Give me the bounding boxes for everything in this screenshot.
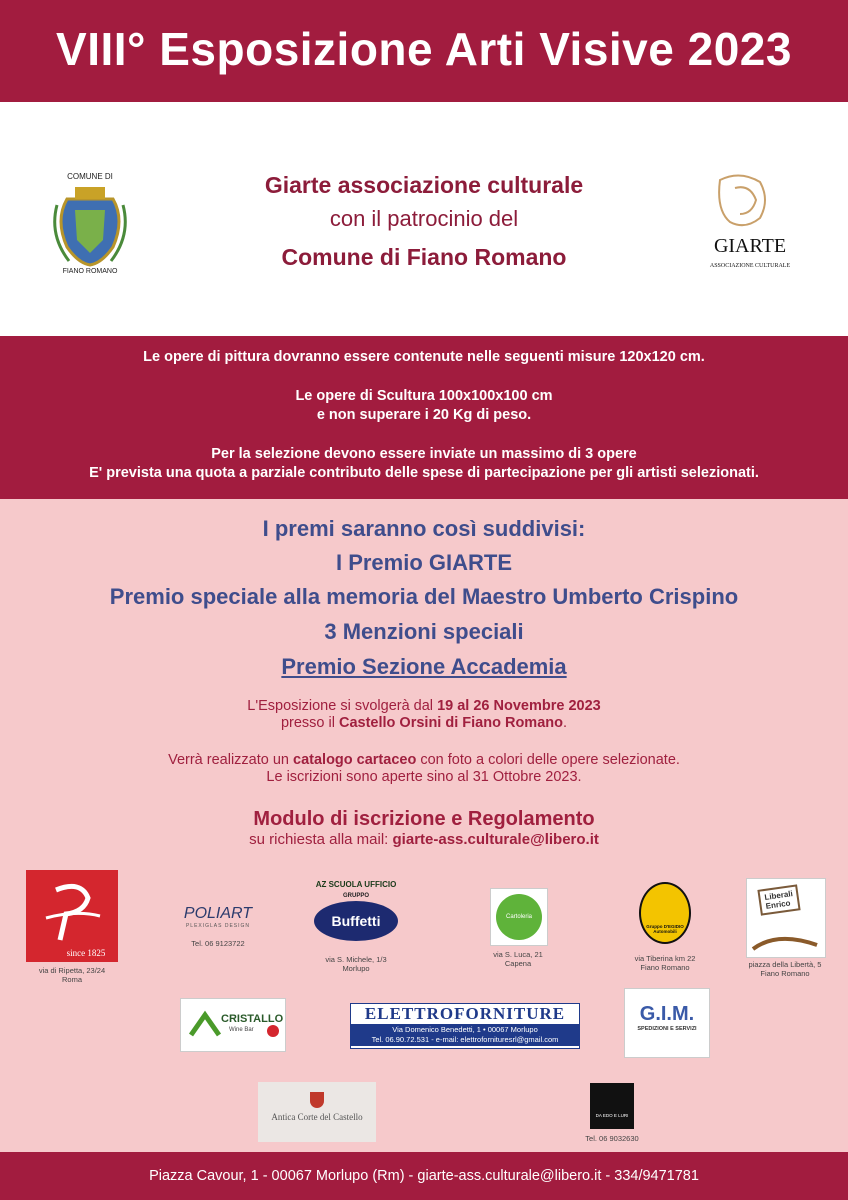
sponsor-degidio-logo: Gruppo D'EGIDIO Automobili — [636, 882, 694, 948]
sponsor-edo-luri-logo: DA EDO E LURI — [590, 1083, 634, 1129]
prize-mentions: 3 Menzioni speciali — [324, 619, 524, 644]
sponsor-since1825-logo — [26, 870, 118, 962]
rule-weight: e non superare i 20 Kg di peso. — [316, 407, 532, 423]
sponsor-buffetti-address: via S. Michele, 1/3 Morlupo — [325, 955, 387, 973]
svg-text:since 1825: since 1825 — [66, 948, 106, 958]
svg-text:ASSOCIAZIONE CULTURALE: ASSOCIAZIONE CULTURALE — [709, 263, 791, 269]
sponsor-liberali-address: piazza della Libertà, 5 Fiano Romano — [748, 960, 822, 978]
comune-crest-logo — [45, 165, 135, 275]
intro-line-3: Comune di Fiano Romano — [281, 244, 567, 270]
sponsor-edo-luri-tel: Tel. 06 9032630 — [585, 1134, 639, 1143]
rules-band — [0, 336, 848, 499]
sponsor-poliart-tel: Tel. 06 9123722 — [191, 939, 245, 948]
rule-fee: E' prevista una quota a parziale contributo delle spese di partecipazione per gli artisti selezionati. — [89, 465, 759, 481]
page-title: VIII° Esposizione Arti Visive 2023 — [56, 23, 792, 75]
prizes-heading: I premi saranno così suddivisi: — [262, 516, 586, 541]
sponsor-antica-corte-logo: Antica Corte del Castello — [258, 1082, 376, 1142]
illy-icon — [267, 1025, 279, 1037]
info-dates: L'Esposizione si svolgerà dal 19 al 26 Novembre 2023 — [247, 698, 601, 714]
sponsor-cristallo-logo: CRISTALLO Wine Bar — [180, 998, 286, 1052]
sponsor-cartoleria-address: via S. Luca, 21 Capena — [493, 950, 543, 968]
rule-selection: Per la selezione devono essere inviate un massimo di 3 opere — [211, 446, 637, 462]
info-email: su richiesta alla mail: giarte-ass.culturale@libero.it — [249, 831, 599, 848]
prize-crispino: Premio speciale alla memoria del Maestro Umberto Crispino — [109, 584, 739, 609]
sponsor-liberali-logo: Liberali Enrico — [746, 878, 826, 958]
shield-icon — [310, 1092, 324, 1108]
giarte-logo — [690, 170, 810, 280]
sponsor-elettroforniture-logo: ELETTROFORNITURE Via Domenico Benedetti, 1 • 00067 Morlupo Tel. 06.90.72.531 - e-mail: elettrofornituresrl@gmail.com — [350, 1003, 580, 1049]
intro-line-1: Giarte associazione culturale — [264, 172, 584, 198]
svg-text:GIARTE: GIARTE — [713, 235, 787, 257]
info-catalogue: Verrà realizzato un catalogo cartaceo con foto a colori delle opere selezionate. — [168, 752, 680, 768]
sponsor-gim-logo: G.I.M. SPEDIZIONI E SERVIZI — [624, 988, 710, 1058]
rule-painting: Le opere di pittura dovranno essere contenute nelle seguenti misure 120x120 cm. — [143, 349, 705, 365]
prize-accademia: Premio Sezione Accademia — [281, 654, 567, 679]
modulo-heading: Modulo di iscrizione e Regolamento — [253, 808, 595, 830]
prize-giarte: I Premio GIARTE — [335, 550, 513, 575]
svg-text:COMUNE DI: COMUNE DI — [67, 172, 113, 181]
svg-text:FIANO ROMANO: FIANO ROMANO — [62, 268, 118, 275]
intro-line-2: con il patrocinio del — [329, 206, 519, 231]
rule-sculpture: Le opere di Scultura 100x100x100 cm — [295, 388, 553, 404]
header-band — [0, 0, 848, 102]
sponsor-poliart-logo: POLIART PLEXIGLAS DESIGN — [183, 905, 253, 929]
footer-contacts: Piazza Cavour, 1 - 00067 Morlupo (Rm) - giarte-ass.culturale@libero.it - 334/9471781 — [0, 1152, 848, 1200]
sponsor-buffetti-logo: AZ SCUOLA UFFICIO GRUPPO Buffetti — [308, 880, 404, 948]
sponsor-since1825-address: via di Ripetta, 23/24 Roma — [38, 966, 106, 984]
info-location: presso il Castello Orsini di Fiano Romano. — [280, 715, 568, 731]
sponsor-degidio-address: via Tiberina km 22 Fiano Romano — [634, 954, 696, 972]
info-deadline: Le iscrizioni sono aperte sino al 31 Ottobre 2023. — [266, 769, 582, 785]
sponsor-cartoleria-logo: Cartoleria — [490, 888, 548, 946]
